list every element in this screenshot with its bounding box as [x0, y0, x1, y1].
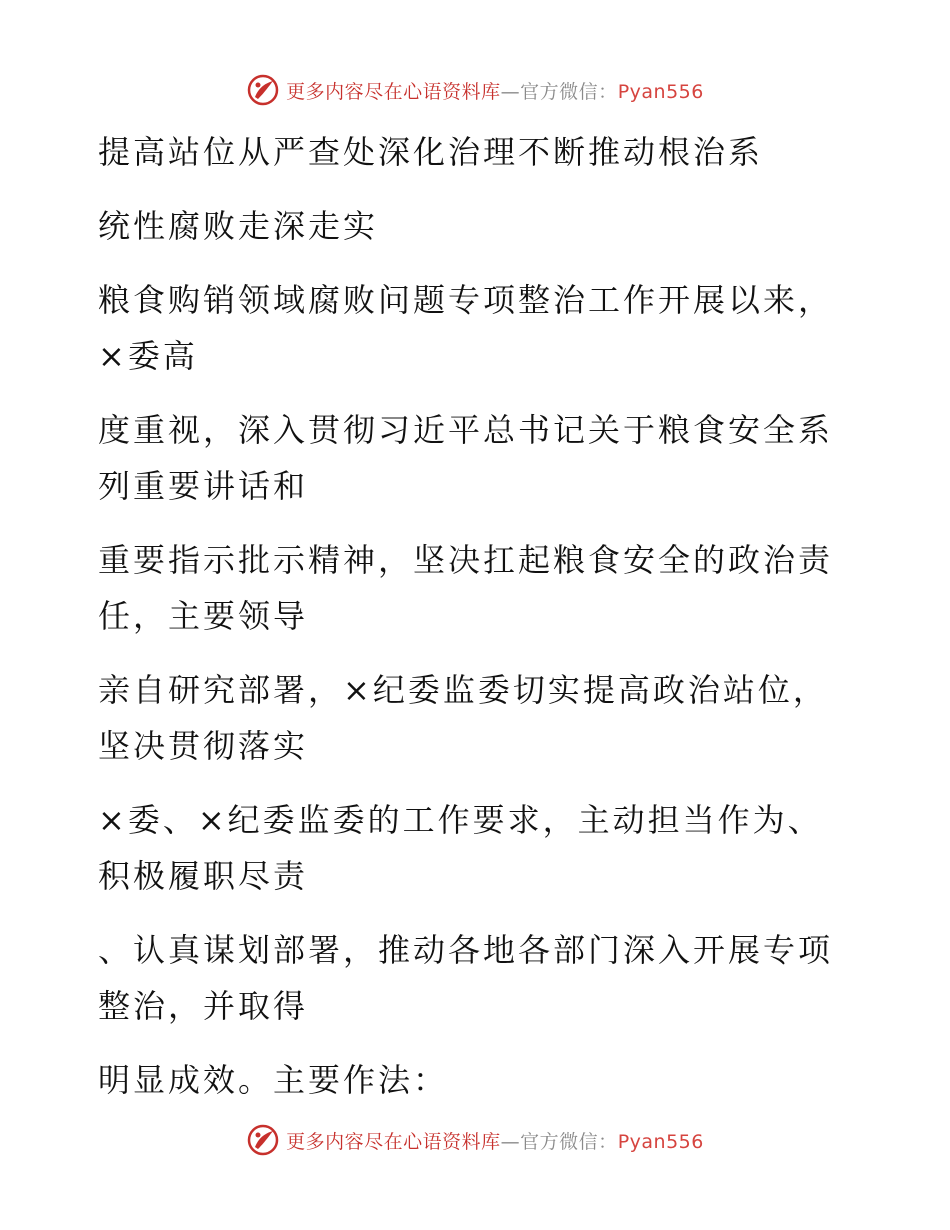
doc-line: 坚决贯彻落实 [98, 727, 309, 765]
doc-line: 积极履职尽责 [98, 857, 309, 895]
doc-line: 、认真谋划部署，推动各地各部门深入开展专项 [98, 931, 834, 969]
doc-line: ×委高 [98, 337, 198, 375]
doc-line: 任，主要领导 [98, 597, 309, 635]
doc-line: 整治，并取得 [98, 987, 309, 1025]
header-banner-text [286, 77, 704, 104]
doc-line: 提高站位从严查处深化治理不断推动根治系 [98, 133, 764, 171]
logo-icon [246, 73, 280, 107]
footer-wechat-label: 官方微信： [520, 1130, 618, 1153]
doc-line: 度重视，深入贯彻习近平总书记关于粮食安全系 [98, 411, 834, 449]
header-dash: — [500, 80, 521, 103]
doc-line: 列重要讲话和 [98, 467, 309, 505]
footer-wechat-handle: Pyan556 [617, 1130, 704, 1153]
doc-line: 亲自研究部署，×纪委监委切实提高政治站位， [98, 671, 828, 709]
footer-banner [0, 1120, 950, 1160]
doc-line: 统性腐败走深走实 [98, 207, 379, 245]
footer-banner-text [286, 1127, 704, 1154]
footer-site-text: 更多内容尽在心语资料库 [286, 1130, 501, 1153]
header-site-text: 更多内容尽在心语资料库 [286, 80, 501, 103]
header-wechat-label: 官方微信： [520, 80, 618, 103]
logo-icon [246, 1123, 280, 1157]
document-body [98, 124, 838, 1108]
doc-line: ×委、×纪委监委的工作要求，主动担当作为、 [98, 801, 823, 839]
doc-line: 粮食购销领域腐败问题专项整治工作开展以来， [98, 281, 834, 319]
footer-dash: — [500, 1130, 521, 1153]
header-wechat-handle: Pyan556 [617, 80, 704, 103]
header-banner [0, 70, 950, 110]
doc-line: 重要指示批示精神，坚决扛起粮食安全的政治责 [98, 541, 834, 579]
doc-line: 明显成效。主要作法： [98, 1061, 449, 1099]
